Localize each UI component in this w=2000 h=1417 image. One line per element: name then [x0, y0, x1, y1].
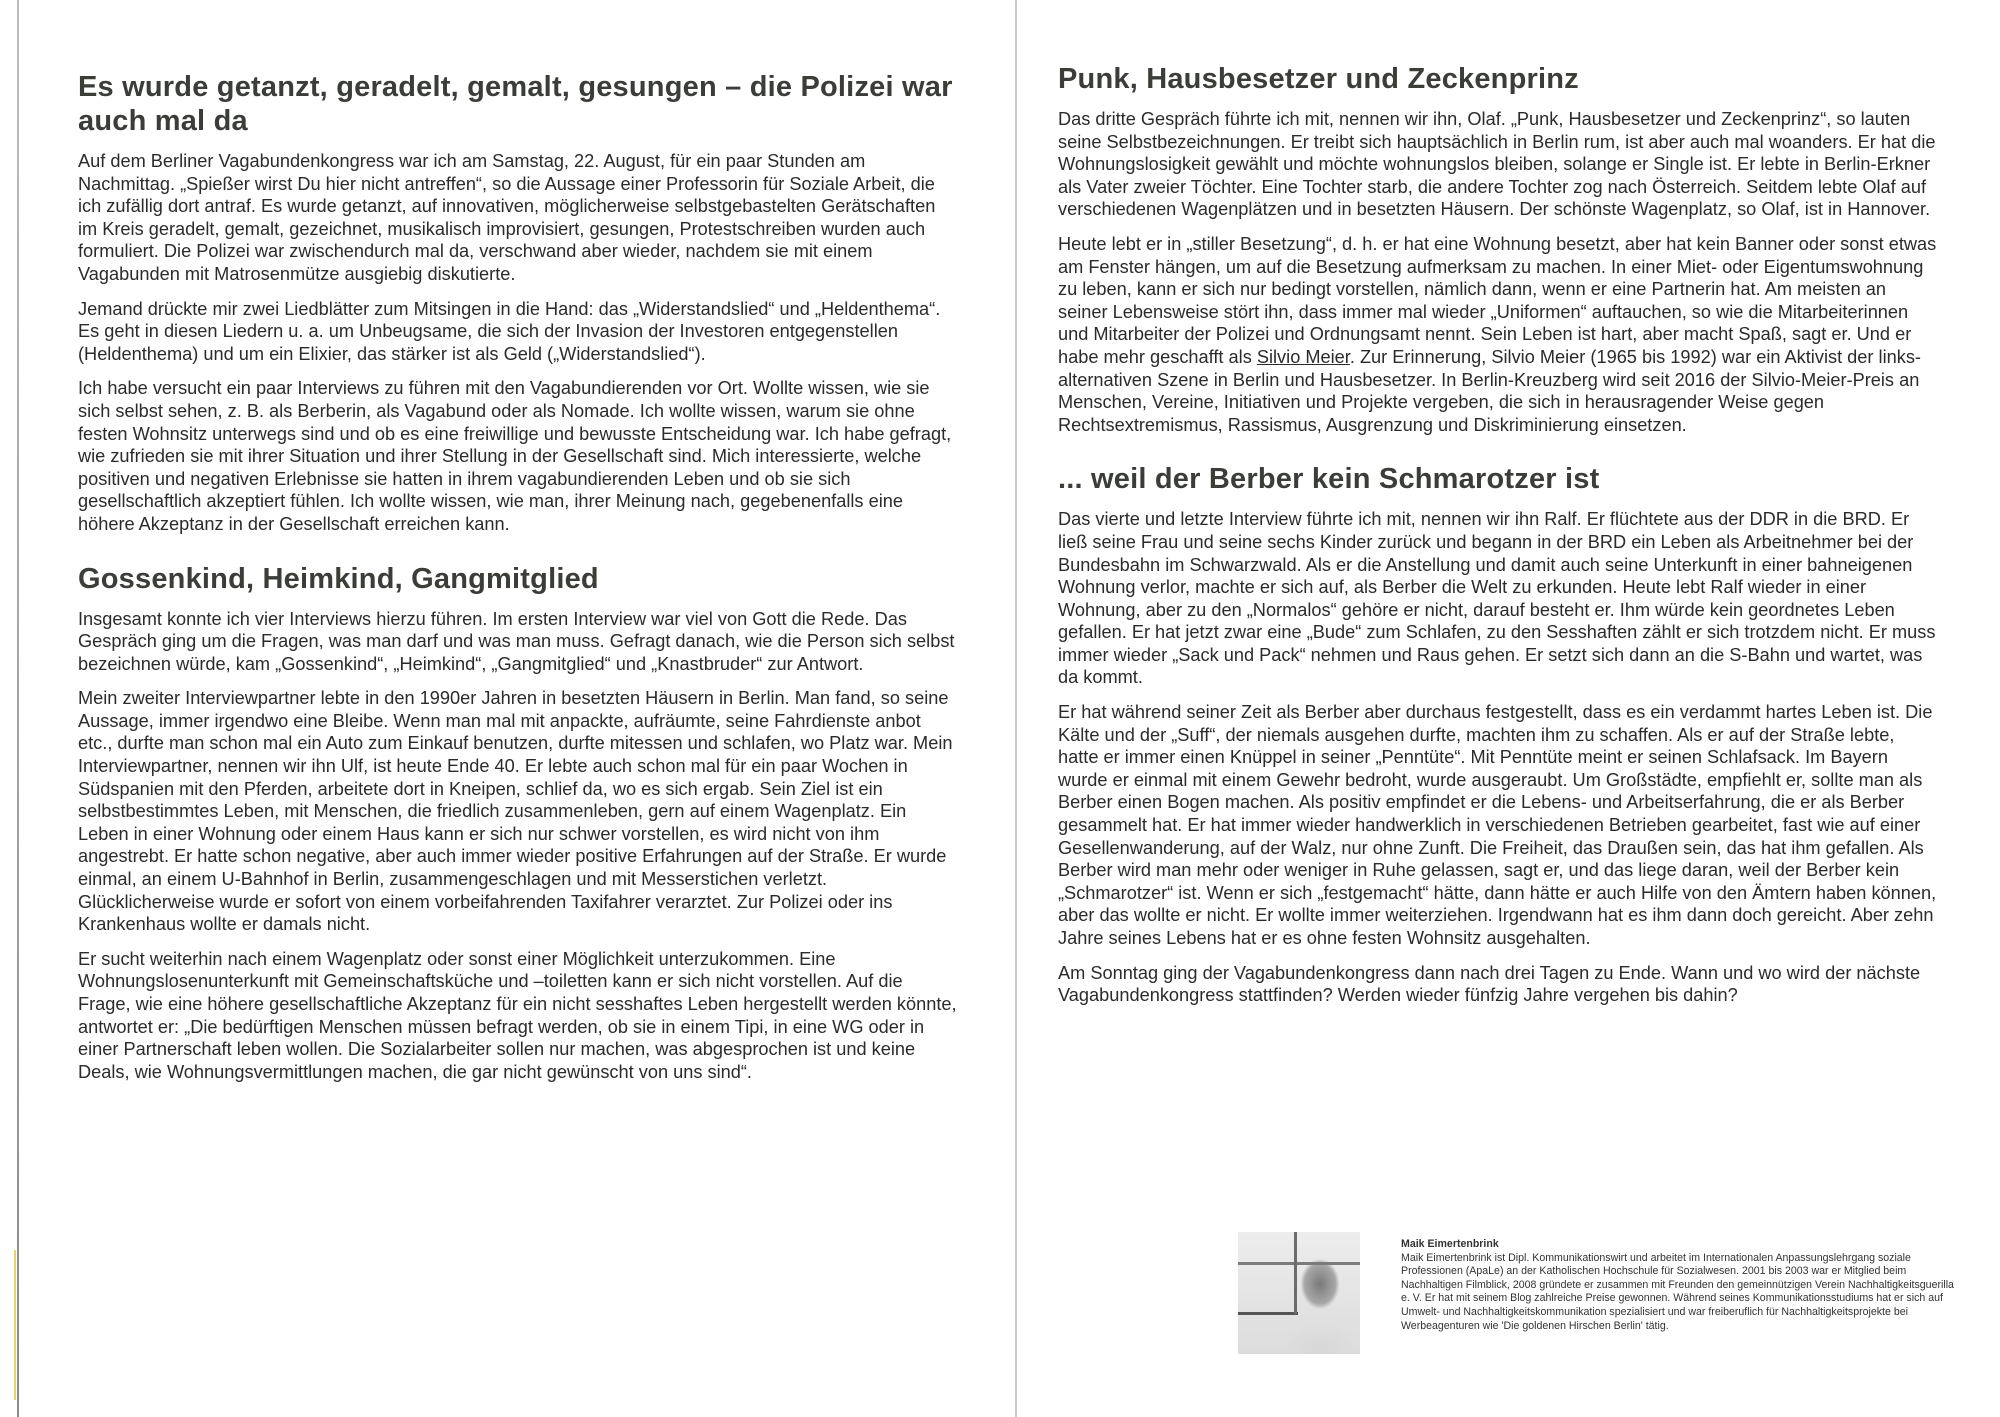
center-fold — [1015, 0, 1017, 1417]
silvio-meier-link[interactable]: Silvio Meier — [1256, 346, 1350, 367]
article-section-polizei — [78, 70, 958, 536]
paragraph: Das vierte und letzte Interview führte ich mit, nennen wir ihn Ralf. Er flüchtete aus der DDR in die BRD. Er ließ seine Frau und seine sechs Kinder zurück und begann in der BRD ein Leben als Arbeitnehmer bei der Bundesbahn im Schwarzwald. Als er die Anstellung und damit auch seine Unterkunft in einer bahneigenen Wohnung verlor, machte er sich auf, als Berber die Welt zu erkunden. Heute lebt Ralf wieder in einer Wohnung, aber zu den „Normalos“ gehöre er nicht, darauf besteht er. Ihm würde kein geordnetes Leben gefallen. Er hat jetzt zwar eine „Bude“ zum Schlafen, zu den Sesshaften zählt er sich trotzdem nicht. Er muss immer wieder „Sack und Pack“ nehmen und Raus gehen. Er setzt sich dann an die S-Bahn und wartet, was da kommt. — [1058, 509, 1936, 688]
paragraph: Insgesamt konnte ich vier Interviews hierzu führen. Im ersten Interview war viel von Gott die Rede. Das Gespräch ging um die Fragen, was man darf und was man muss. Gefragt danach, wie die Person sich selbst bezeichnen würde, kam „Gossenkind“, „Heimkind“, „Gangmitglied“ und „Knastbruder“ zur Antwort. — [78, 608, 955, 674]
section-heading: ... weil der Berber kein Schmarotzer ist — [1058, 463, 1600, 496]
section-heading: Gossenkind, Heimkind, Gangmitglied — [78, 562, 599, 595]
author-box — [1238, 1232, 1958, 1382]
right-column — [1058, 62, 1938, 1019]
paragraph-text: . Zur Erinnerung, Silvio Meier (1965 bis 1992) war ein Aktivist der links-alternativen Szene in Berlin und Hausbesetzer. In Berlin-Kreuzberg wird seit 2016 der Silvio-Meier-Preis an Menschen, Vereine, Initiativen und Projekte vergeben, die sich in herausragender Weise gegen Rechtsextremismus, Rassismus, Ausgrenzung und Diskriminierung einsetzen. — [1058, 346, 1921, 435]
section-heading: Punk, Hausbesetzer und Zeckenprinz — [1058, 63, 1579, 95]
paragraph: Er hat während seiner Zeit als Berber aber durchaus festgestellt, dass es ein verdammt hartes Leben ist. Die Kälte und der „Suff“, der niemals ausgehen durfte, machten ihm zu schaffen. Als er auf der Straße lebte, hatte er immer einen Knüppel in seiner „Penntüte“. Mit Penntüte meint er seinen Schlafsack. Im Bayern wurde er einmal mit einem Gewehr bedroht, wurde ausgeraubt. Um Großstädte, empfiehlt er, sollte man als Berber einen Bogen machen. Als positiv empfindet er die Lebens- und Arbeitserfahrung, die er als Berber gesammelt hat. Er hat immer wieder handwerklich in verschiedenen Betrieben gearbeitet, fast wie auf einer Gesellenwanderung, auf der Walz, nur ohne Zunft. Die Freiheit, das Draußen sein, das hat ihm gefallen. Als Berber wird man mehr oder weniger in Ruhe gelassen, sagt er, und das liege daran, weil der Berber kein „Schmarotzer“ ist. Wenn er sich „festgemacht“ hätte, dann hätte er auch Hilfe von den Ämtern haben können, aber das wollte er nicht. Er wollte immer weiterziehen. Irgendwann hat es ihm dann doch gereicht. Aber zehn Jahre seines Lebens hat er es ohne festen Wohnsitz ausgehalten. — [1058, 702, 1937, 948]
page-edge-highlight — [14, 1250, 16, 1400]
paragraph: Jemand drückte mir zwei Liedblätter zum Mitsingen in die Hand: das „Widerstandslied“ und „Heldenthema“. Es geht in diesen Liedern u. a. um Unbeugsame, die sich der Invasion der Investoren entgegenstellen (Heldenthema) und um ein Elixier, das stärker ist als Geld („Widerstandslied“). — [78, 298, 941, 364]
paragraph: Ich habe versucht ein paar Interviews zu führen mit den Vagabundierenden vor Ort. Wollte wissen, wie sie sich selbst sehen, z. B. als Berberin, als Vagabund oder als Nomade. Ich wollte wissen, warum sie ohne festen Wohnsitz unterwegs sind und ob es eine freiwillige und bewusste Entscheidung war. Ich habe gefragt, wie zufrieden sie mit ihrer Situation und ihrer Stellung in der Gesellschaft sind. Mich interessierte, welche positiven und negativen Erlebnisse sie hatten in ihrem vagabundierenden Leben und ob sie sich gesellschaftlich akzeptiert fühlen. Ich wollte wissen, wie man, ihrer Meinung nach, gegebenenfalls eine höhere Akzeptanz in der Gesellschaft erreichen kann. — [78, 378, 952, 534]
section-heading: Es wurde getanzt, geradelt, gemalt, gesungen – die Polizei war auch mal da — [78, 71, 953, 137]
paragraph: Am Sonntag ging der Vagabundenkongress dann nach drei Tagen zu Ende. Wann und wo wird der nächste Vagabundenkongress stattfinden? Werden wieder fünfzig Jahre vergehen bis dahin? — [1058, 962, 1921, 1006]
paragraph: Das dritte Gespräch führte ich mit, nennen wir ihn, Olaf. „Punk, Hausbesetzer und Zeckenprinz“, so lauten seine Selbstbezeichnungen. Er treibt sich hauptsächlich in Berlin rum, ist aber auch mal woanders. Er hat die Wohnungslosigkeit gewählt und möchte wohnungslos bleiben, solange er Single ist. Er lebte in Berlin-Erkner als Vater zweier Töchter. Eine Tochter starb, die andere Tochter zog nach Österreich. Seitdem lebte Olaf auf verschiedenen Wagenplätzen und in besetzten Häusern. Der schönste Wagenplatz, so Olaf, ist in Hannover. — [1058, 109, 1936, 220]
article-section-punk — [1058, 62, 1938, 436]
left-column — [78, 70, 958, 1095]
article-section-berber — [1058, 462, 1938, 1006]
article-section-gossenkind — [78, 562, 958, 1084]
paragraph: Auf dem Berliner Vagabundenkongress war ich am Samstag, 22. August, für ein paar Stunden am Nachmittag. „Spießer wirst Du hier nicht antreffen“, so die Aussage einer Professorin für Soziale Arbeit, die ich zufällig dort antraf. Es wurde getanzt, auf innovativen, möglicherweise selbstgebastelten Gerätschaften im Kreis geradelt, gemalt, gezeichnet, musikalisch improvisiert, gesungen, Protestschreiben wurden auch formuliert. Die Polizei war zwischendurch mal da, verschwand aber wieder, nachdem sie mit einem Vagabunden mit Matrosenmütze ausgiebig diskutierte. — [78, 151, 936, 284]
author-name: Maik Eimertenbrink — [1401, 1238, 1499, 1250]
paragraph: Er sucht weiterhin nach einem Wagenplatz oder sonst einer Möglichkeit unterzukommen. Eine Wohnungslosenunterkunft mit Gemeinschaftsküche und –toiletten kann er sich nicht vorstellen. Auf die Frage, wie eine höhere gesellschaftliche Akzeptanz für ein nicht sesshaftes Leben hergestellt werden könnte, antwortet er: „Die bedürftigen Menschen müssen befragt werden, ob sie in einem Tipi, in eine WG oder in einer Partnerschaft leben wollen. Die Sozialarbeiter sollen nur machen, was abgesprochen ist und keine Deals, wie Wohnungsvermittlungen machen, die gar nicht gewünscht von uns sind“. — [78, 948, 957, 1082]
page-edge — [17, 0, 19, 1417]
paragraph — [1058, 233, 1938, 436]
author-bio: Maik Eimertenbrink ist Dipl. Kommunikationswirt und arbeitet im Internationalen Anpassungslehrgang soziale Professionen (ApaLe) an der Katholischen Hochschule für Sozialwesen. 2001 bis 2003 war er Mitglied beim Nachhaltigen Filmblick, 2008 gründete er zusammen mit Freunden den gemeinnützigen Verein Nachhaltigkeitsguerilla e. V. Er hat mit seinem Blog zahlreiche Preise gewonnen. Während seines Kommunikationsstudiums hat er sich auf Umwelt- und Nachhaltigkeitskommunikation spezialisiert und war freiberuflich für Nachhaltigkeitsprojekte bei Werbeagenturen wie 'Die goldenen Hirschen Berlin' tätig. — [1401, 1251, 1954, 1332]
paragraph-text: Heute lebt er in „stiller Besetzung“, d. h. er hat eine Wohnung besetzt, aber hat kein Banner oder sonst etwas am Fenster hängen, um auf die Besetzung aufmerksam zu machen. In einer Miet- oder Eigentumswohnung zu leben, kann er sich nur bedingt vorstellen, nämlich dann, wenn er eine Partnerin hat. Am meisten an seiner Lebensweise stört ihn, dass immer mal wieder „Uniformen“ auftauchen, so wie die Mitarbeiterinnen und Mitarbeiter der Polizei und Ordnungsamt nennt. Sein Leben ist hart, aber macht Spaß, sagt er. Und er habe mehr geschafft als — [1058, 233, 1937, 367]
author-bio-block — [1401, 1238, 1961, 1333]
paragraph: Mein zweiter Interviewpartner lebte in den 1990er Jahren in besetzten Häusern in Berlin. Man fand, so seine Aussage, immer irgendwo eine Bleibe. Wenn man mal mit anpackte, aufräumte, seine Fahrdienste anbot etc., durfte man schon mal ein Auto zum Einkauf benutzen, durfte mitessen und schlafen, wo Platz war. Mein Interviewpartner, nennen wir ihn Ulf, ist heute Ende 40. Er lebte auch schon mal für ein paar Wochen in Südspanien mit den Pferden, arbeitete dort in Kneipen, schlief da, wo es sich ergab. Sein Ziel ist ein selbstbestimmtes Leben, mit Menschen, die friedlich zusammenleben, gern auf einem Wagenplatz. Ein Leben in einer Wohnung oder einem Haus kann er sich nur schwer vorstellen, es wird nicht von ihm angestrebt. Er hatte schon negative, aber auch immer wieder positive Erfahrungen auf der Straße. Er wurde einmal, an einem U-Bahnhof in Berlin, zusammengeschlagen und mit Messerstichen verletzt. Glücklicherweise wurde er sofort von einem vorbeifahrenden Taxifahrer verarztet. Zur Polizei oder ins Krankenhaus wollte er damals nicht. — [78, 688, 953, 935]
author-portrait-photo — [1238, 1232, 1360, 1354]
